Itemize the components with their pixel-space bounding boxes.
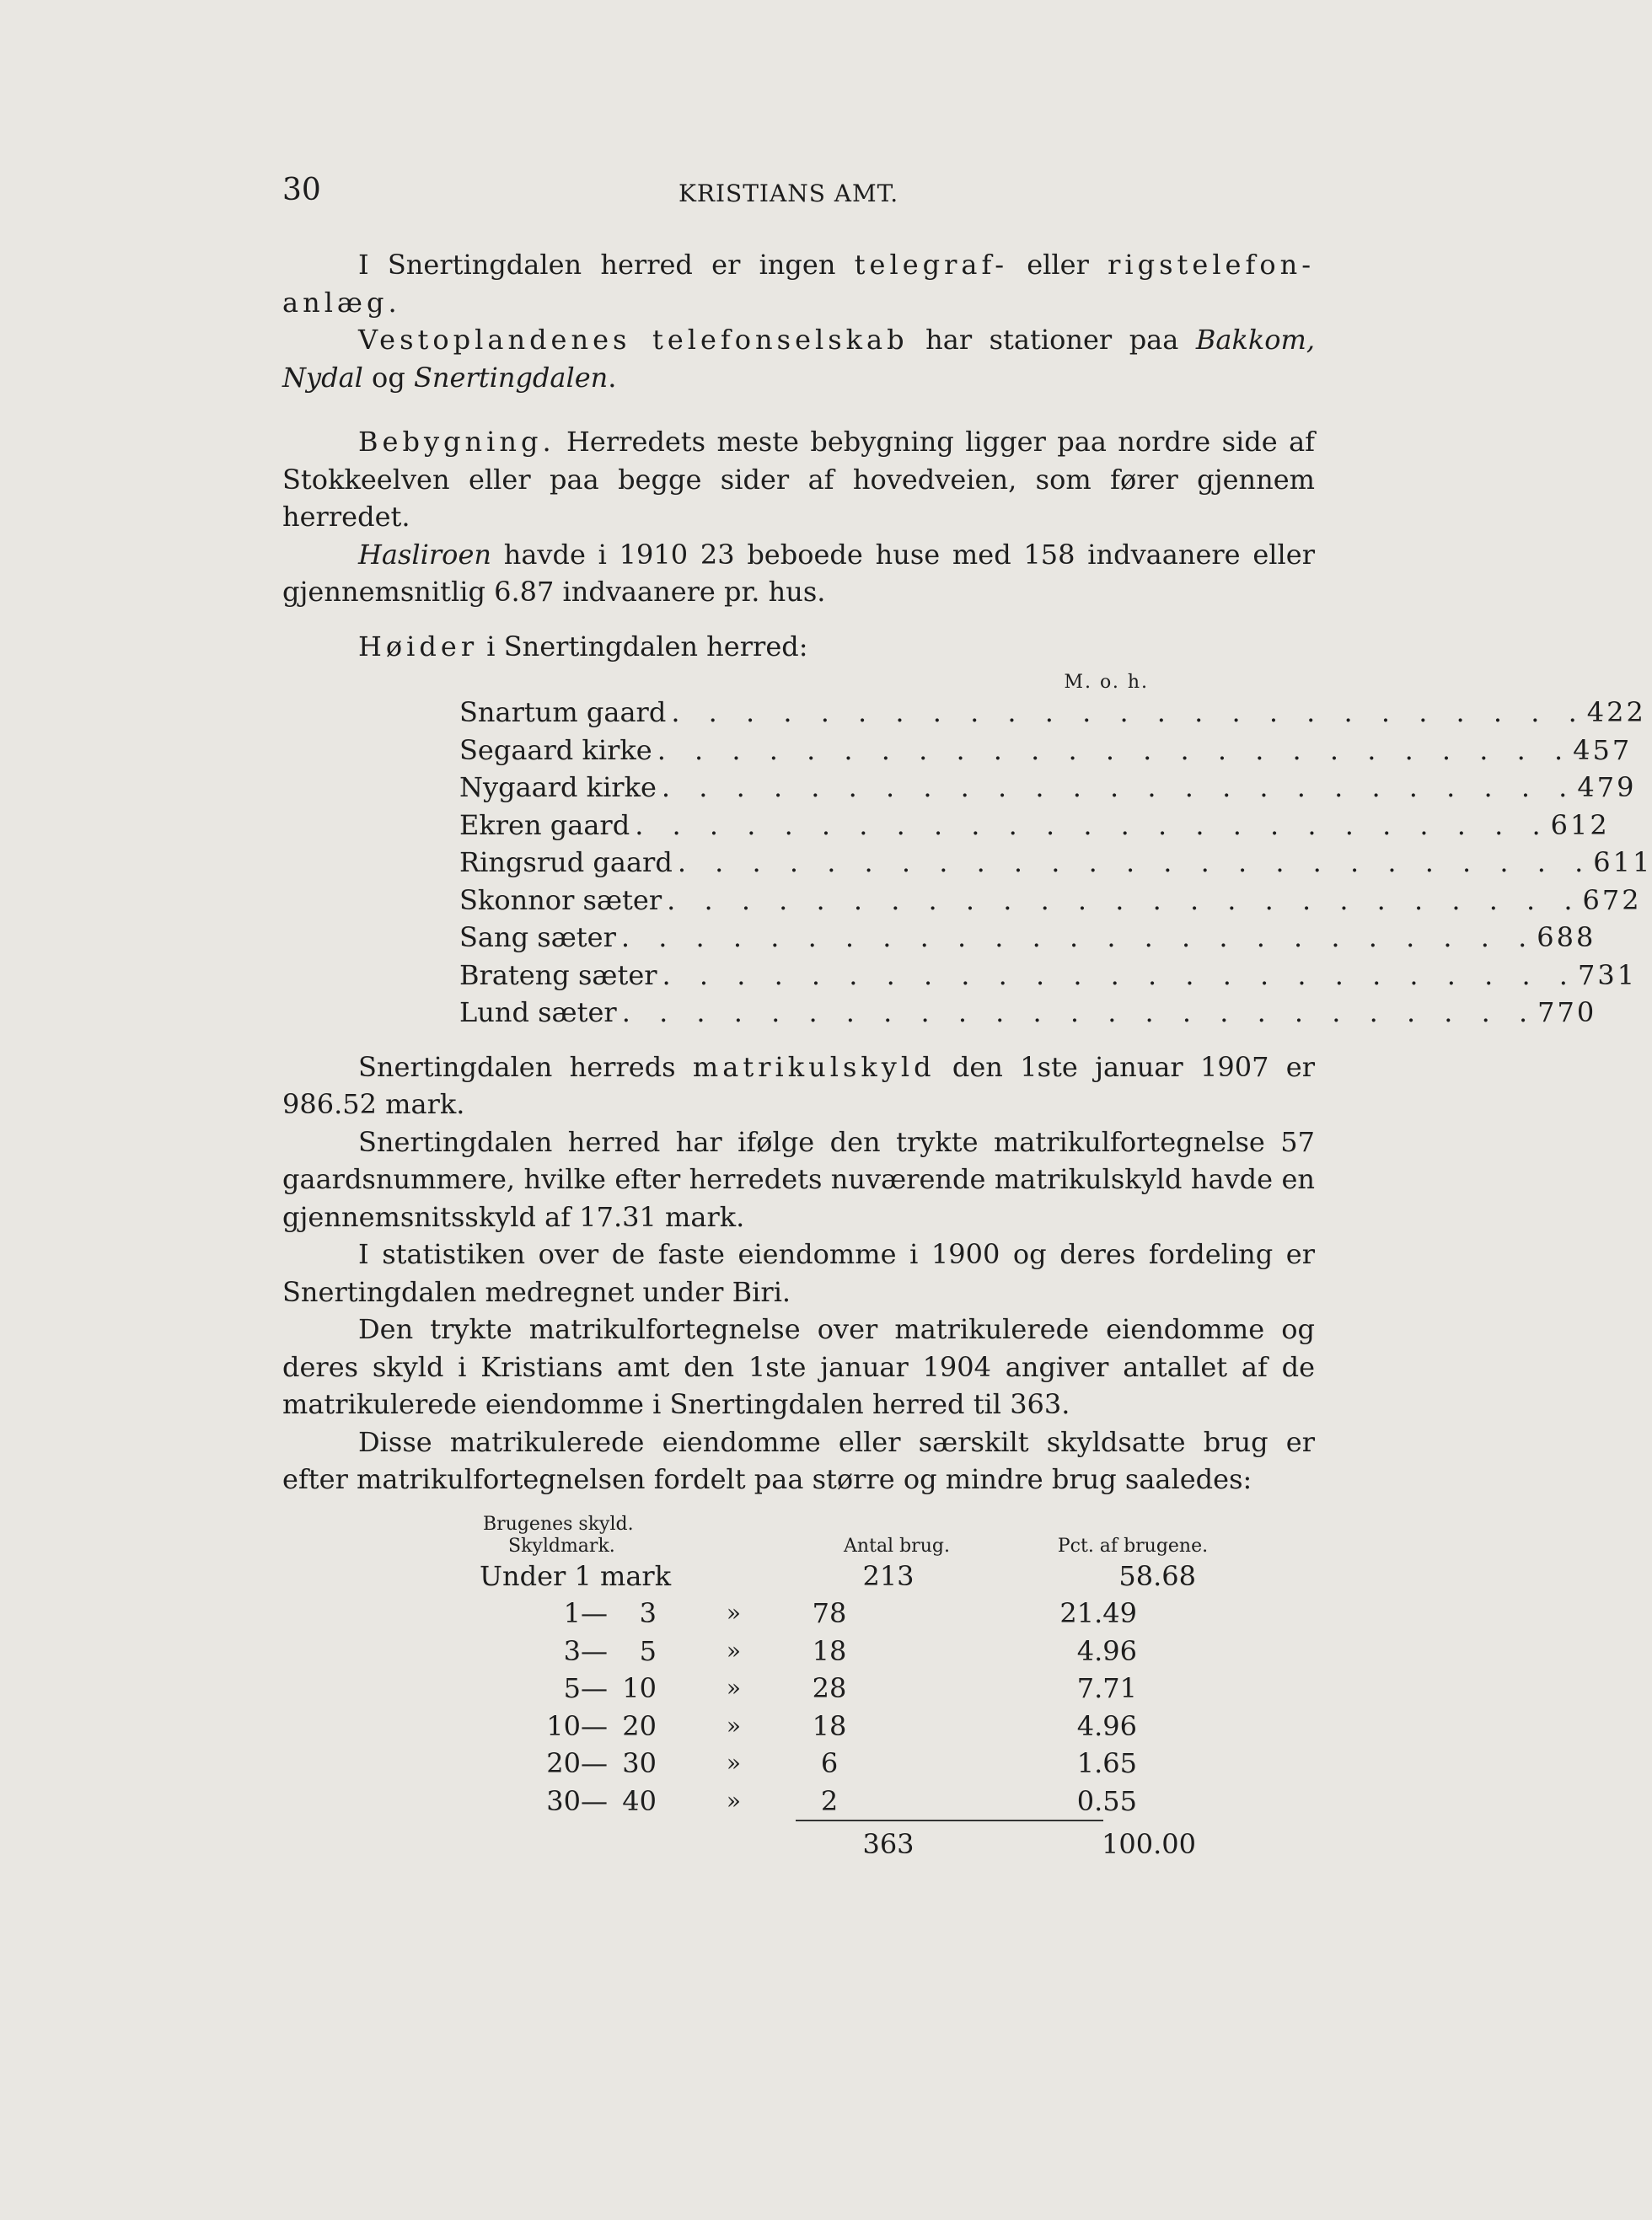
text: Herredets meste bebygning ligger paa nordre side af Stokkeelven eller paa begge sider af hovedveien, som fører gjennem herredet. bbox=[282, 426, 1315, 533]
height-value: 611 bbox=[1593, 846, 1652, 878]
range-to: 40 bbox=[622, 1784, 657, 1817]
row-pct: 1.65 bbox=[1076, 1747, 1137, 1779]
spaced-term: Vestoplandenes telefonselskab bbox=[358, 324, 909, 356]
range-to: 30 bbox=[622, 1747, 657, 1779]
paragraph-hasliroen bbox=[282, 536, 1315, 611]
range-from: 1 bbox=[563, 1597, 581, 1629]
table-row bbox=[480, 1633, 1440, 1670]
sum-rule-line bbox=[796, 1820, 1103, 1821]
row-pct: 58.68 bbox=[1118, 1559, 1196, 1592]
paragraph-telephone bbox=[282, 321, 1315, 396]
ditto-mark: » bbox=[726, 1786, 741, 1815]
place-name: Ekren gaard bbox=[459, 808, 630, 841]
table-total-row bbox=[480, 1825, 1440, 1863]
paragraph-matrikulfortegnelse: Den trykte matrikulfortegnelse over matrikulerede eiendomme og deres skyld i Kristians amt den 1ste januar 1904 angiver antallet af de matrikulerede eiendomme i Snertingdalen herred til 363. bbox=[282, 1313, 1315, 1420]
row-count: 213 bbox=[862, 1559, 914, 1592]
row-pct: 21.49 bbox=[1059, 1597, 1137, 1629]
text: . bbox=[608, 361, 617, 394]
range-dash: — bbox=[581, 1634, 608, 1667]
text: eller bbox=[1008, 249, 1108, 281]
row-pct: 0.55 bbox=[1076, 1784, 1137, 1817]
col-header-skyld-line1: Brugenes skyld. bbox=[483, 1513, 634, 1535]
table-row bbox=[480, 1670, 1440, 1708]
total-spacer bbox=[480, 1825, 808, 1863]
height-value: 688 bbox=[1537, 921, 1596, 953]
table-header bbox=[480, 1514, 1440, 1558]
heights-unit: M. o. h. bbox=[1064, 672, 1149, 693]
ditto-mark: » bbox=[726, 1599, 741, 1627]
place-name: Segaard kirke bbox=[459, 733, 652, 766]
text: den 1ste januar 1907 er 986.52 mark. bbox=[282, 1050, 1315, 1120]
height-value: 612 bbox=[1550, 808, 1610, 841]
range-from: 10 bbox=[546, 1709, 581, 1742]
row-count: 2 bbox=[820, 1784, 839, 1817]
height-value: 479 bbox=[1577, 771, 1637, 803]
text: Snertingdalen herreds bbox=[358, 1050, 693, 1083]
leader-dots: . . . . . . . . . . . . . . . . . . . . . . . . . bbox=[677, 846, 1594, 878]
spaced-term: telegraf- bbox=[854, 249, 1009, 281]
running-title: KRISTIANS AMT. bbox=[678, 180, 899, 207]
table-row-under-1 bbox=[480, 1558, 1440, 1595]
paragraph-matrikulskyld bbox=[282, 1048, 1315, 1123]
height-value: 457 bbox=[1573, 733, 1633, 766]
spaced-term: matrikulskyld bbox=[692, 1050, 936, 1083]
italic-place: Hasliroen bbox=[358, 538, 491, 571]
italic-place: Bakkom, Nydal bbox=[282, 324, 1316, 394]
ditto-mark: » bbox=[726, 1636, 741, 1665]
height-row bbox=[459, 994, 1597, 1032]
text: havde i 1910 23 beboede huse med 158 indvaanere eller gjennemsnitlig 6.87 indvaanere pr. hus. bbox=[282, 538, 1315, 608]
height-row bbox=[459, 769, 1637, 807]
text: . bbox=[388, 286, 397, 319]
page-header bbox=[282, 173, 1315, 215]
text: I Snertingdalen herred er ingen bbox=[358, 249, 855, 281]
spaced-heading: Bebygning. bbox=[358, 426, 555, 458]
height-row bbox=[459, 882, 1642, 920]
height-value: 770 bbox=[1537, 996, 1597, 1028]
range-dash: — bbox=[581, 1747, 608, 1779]
paragraph-fordelt: Disse matrikulerede eiendomme eller særskilt skyldsatte brug er efter matrikulfortegnelsen fordelt paa større og mindre brug saaledes: bbox=[282, 1425, 1315, 1495]
place-name: Ringsrud gaard bbox=[459, 846, 673, 878]
ditto-mark: » bbox=[726, 1749, 741, 1777]
place-name: Sang sæter bbox=[459, 921, 616, 953]
page-body bbox=[282, 246, 1652, 1863]
range-from: 30 bbox=[546, 1784, 581, 1817]
row-label: Under 1 mark bbox=[480, 1559, 672, 1592]
spaced-heading: Høider bbox=[358, 630, 479, 662]
paragraph-bebygning bbox=[282, 423, 1315, 536]
row-count: 18 bbox=[812, 1634, 847, 1667]
height-row bbox=[459, 957, 1638, 995]
ditto-mark: » bbox=[726, 1674, 741, 1702]
height-row bbox=[459, 732, 1633, 769]
height-row bbox=[459, 694, 1646, 732]
col-header-antal: Antal brug. bbox=[844, 1535, 950, 1557]
text: har stationer paa bbox=[908, 324, 1196, 356]
row-pct: 7.71 bbox=[1076, 1672, 1137, 1704]
row-count: 28 bbox=[812, 1672, 847, 1704]
leader-dots: . . . . . . . . . . . . . . . . . . . . . . . . . bbox=[667, 883, 1583, 916]
row-pct: 4.96 bbox=[1076, 1709, 1137, 1742]
col-header-skyld-line2: Skyldmark. bbox=[508, 1535, 615, 1557]
paragraph-gaardsnummere: Snertingdalen herred har ifølge den trykte matrikulfortegnelse 57 gaardsnummere, hvilke efter herredets nuværende matrikulskyld havde en gjennemsnitsskyld af 17.31 mark. bbox=[282, 1125, 1315, 1233]
range-from: 5 bbox=[563, 1672, 581, 1704]
height-row bbox=[459, 844, 1652, 882]
place-name: Skonnor sæter bbox=[459, 883, 662, 916]
height-row bbox=[459, 919, 1596, 957]
page-number: 30 bbox=[282, 173, 321, 207]
range-to: 20 bbox=[622, 1709, 657, 1742]
row-pct: 4.96 bbox=[1076, 1634, 1137, 1667]
height-value: 672 bbox=[1582, 883, 1642, 916]
table-row bbox=[480, 1708, 1440, 1745]
text: i Snertingdalen herred: bbox=[478, 630, 808, 662]
range-dash: — bbox=[581, 1597, 608, 1629]
range-to: 5 bbox=[639, 1634, 657, 1667]
text: og bbox=[362, 361, 414, 394]
col-header-pct: Pct. af brugene. bbox=[1057, 1535, 1209, 1557]
italic-place: Snertingdalen bbox=[413, 361, 609, 394]
col-header-skyld bbox=[480, 1514, 800, 1558]
place-name: Brateng sæter bbox=[459, 958, 657, 991]
range-dash: — bbox=[581, 1709, 608, 1742]
spaced-term: rigstelefon-anlæg bbox=[282, 249, 1316, 319]
total-pct: 100.00 bbox=[1102, 1828, 1196, 1860]
table-row bbox=[480, 1783, 1440, 1821]
leader-dots: . . . . . . . . . . . . . . . . . . . . . . . . . bbox=[671, 696, 1587, 728]
leader-dots: . . . . . . . . . . . . . . . . . . . . . . . . . bbox=[662, 958, 1578, 991]
table-row bbox=[480, 1745, 1440, 1783]
leader-dots: . . . . . . . . . . . . . . . . . . . . . . . . . bbox=[657, 733, 1574, 766]
range-from: 3 bbox=[563, 1634, 581, 1667]
leader-dots: . . . . . . . . . . . . . . . . . . . . . . . . . bbox=[661, 771, 1578, 803]
leader-dots: . . . . . . . . . . . . . . . . . . . . . . . . . bbox=[620, 921, 1537, 953]
row-count: 18 bbox=[812, 1709, 847, 1742]
range-to: 3 bbox=[639, 1597, 657, 1629]
row-count: 6 bbox=[820, 1747, 839, 1779]
height-value: 731 bbox=[1577, 958, 1638, 991]
paragraph-hoider bbox=[282, 628, 1315, 666]
table-row bbox=[480, 1595, 1440, 1633]
range-from: 20 bbox=[546, 1747, 581, 1779]
leader-dots: . . . . . . . . . . . . . . . . . . . . . . . . . bbox=[635, 808, 1551, 841]
range-to: 10 bbox=[622, 1672, 657, 1704]
height-row bbox=[459, 807, 1610, 845]
ditto-mark: » bbox=[726, 1711, 741, 1740]
paragraph-statistiken: I statistiken over de faste eiendomme i 1900 og deres fordeling er Snertingdalen medregnet under Biri. bbox=[282, 1238, 1315, 1308]
paragraph-telegraph bbox=[282, 246, 1315, 321]
place-name: Lund sæter bbox=[459, 996, 617, 1028]
range-dash: — bbox=[581, 1784, 608, 1817]
height-value: 422 bbox=[1586, 696, 1646, 728]
heights-rows bbox=[459, 694, 1652, 1032]
place-name: Snartum gaard bbox=[459, 696, 667, 728]
row-count: 78 bbox=[812, 1597, 847, 1629]
total-count: 363 bbox=[862, 1828, 914, 1860]
place-name: Nygaard kirke bbox=[459, 771, 657, 803]
range-dash: — bbox=[581, 1672, 608, 1704]
heights-list bbox=[459, 672, 1652, 1032]
brug-table bbox=[480, 1514, 1440, 1864]
leader-dots: . . . . . . . . . . . . . . . . . . . . . . . . . bbox=[621, 996, 1538, 1028]
table-body bbox=[480, 1595, 1440, 1820]
